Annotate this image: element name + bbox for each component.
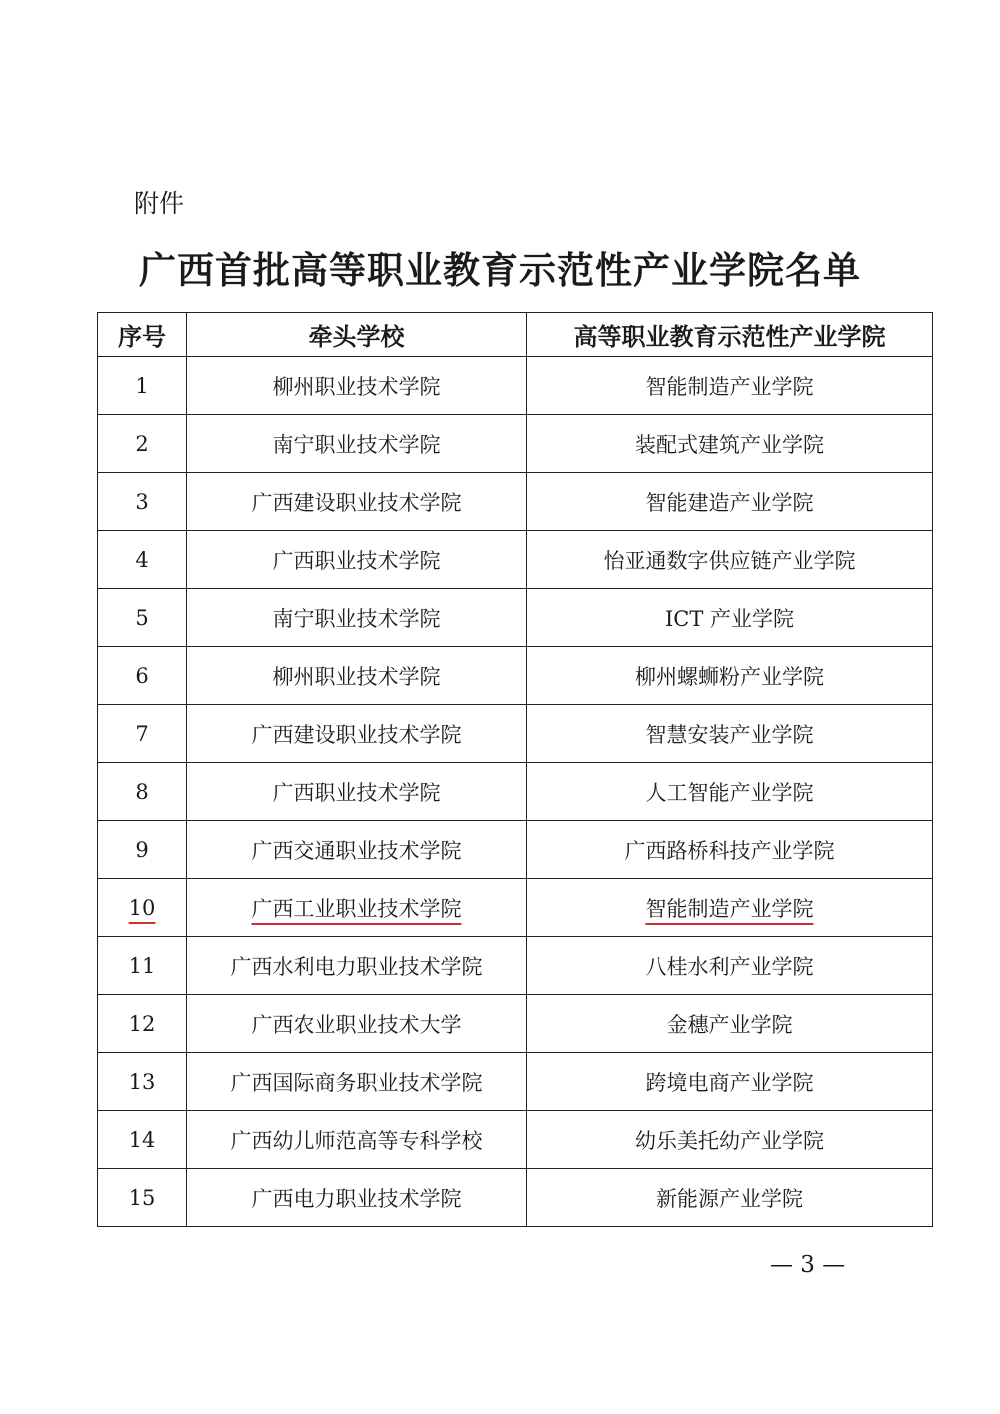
table-row [98,531,933,589]
cell-serial-number: 15 [98,1169,187,1227]
header-lead-school: 牵头学校 [187,313,527,357]
cell-lead-school: 广西水利电力职业技术学院 [187,937,527,995]
table-row [98,1169,933,1227]
cell-lead-school: 广西国际商务职业技术学院 [187,1053,527,1111]
table-row [98,879,933,937]
cell-serial-number: 4 [98,531,187,589]
table-row [98,589,933,647]
cell-industry-college [527,879,933,937]
cell-industry-college: 跨境电商产业学院 [527,1053,933,1111]
cell-lead-school [187,879,527,937]
underlined-lead-school: 广西工业职业技术学院 [251,896,462,921]
cell-industry-college: 柳州螺蛳粉产业学院 [527,647,933,705]
table-row [98,763,933,821]
cell-lead-school: 广西建设职业技术学院 [187,473,527,531]
cell-industry-college: 幼乐美托幼产业学院 [527,1111,933,1169]
cell-lead-school: 柳州职业技术学院 [187,357,527,415]
cell-serial-number: 11 [98,937,187,995]
cell-industry-college: 广西路桥科技产业学院 [527,821,933,879]
page-number: — 3 — [770,1252,846,1278]
cell-industry-college: 怡亚通数字供应链产业学院 [527,531,933,589]
cell-serial-number: 6 [98,647,187,705]
cell-industry-college: 新能源产业学院 [527,1169,933,1227]
cell-serial-number: 7 [98,705,187,763]
underlined-serial-number: 10 [128,895,156,920]
table-row [98,821,933,879]
table-header-row [98,313,933,357]
cell-serial-number: 1 [98,357,187,415]
cell-industry-college: 装配式建筑产业学院 [527,415,933,473]
cell-lead-school: 南宁职业技术学院 [187,589,527,647]
cell-lead-school: 广西交通职业技术学院 [187,821,527,879]
cell-serial-number: 8 [98,763,187,821]
cell-industry-college: 智能制造产业学院 [527,357,933,415]
table-row [98,1111,933,1169]
cell-industry-college: 智慧安装产业学院 [527,705,933,763]
cell-lead-school: 广西幼儿师范高等专科学校 [187,1111,527,1169]
attachment-label: 附件 [134,189,185,218]
table-row [98,937,933,995]
cell-serial-number: 12 [98,995,187,1053]
cell-serial-number [98,879,187,937]
table-row [98,705,933,763]
cell-serial-number: 13 [98,1053,187,1111]
college-list-table [97,312,933,1227]
header-serial-number: 序号 [98,313,187,357]
header-industry-college: 高等职业教育示范性产业学院 [527,313,933,357]
cell-lead-school: 广西职业技术学院 [187,763,527,821]
table-row [98,415,933,473]
document-title: 广西首批高等职业教育示范性产业学院名单 [139,248,861,292]
cell-lead-school: 广西建设职业技术学院 [187,705,527,763]
cell-industry-college: 人工智能产业学院 [527,763,933,821]
table-row [98,995,933,1053]
cell-serial-number: 9 [98,821,187,879]
cell-lead-school: 柳州职业技术学院 [187,647,527,705]
cell-lead-school: 广西农业职业技术大学 [187,995,527,1053]
cell-industry-college: 金穗产业学院 [527,995,933,1053]
cell-industry-college: 八桂水利产业学院 [527,937,933,995]
cell-serial-number: 14 [98,1111,187,1169]
table-row [98,647,933,705]
cell-serial-number: 5 [98,589,187,647]
table-row [98,357,933,415]
cell-serial-number: 3 [98,473,187,531]
cell-industry-college: ICT 产业学院 [527,589,933,647]
table-row [98,473,933,531]
underlined-industry-college: 智能制造产业学院 [645,896,814,921]
cell-lead-school: 广西电力职业技术学院 [187,1169,527,1227]
cell-lead-school: 南宁职业技术学院 [187,415,527,473]
cell-industry-college: 智能建造产业学院 [527,473,933,531]
cell-serial-number: 2 [98,415,187,473]
table-row [98,1053,933,1111]
cell-lead-school: 广西职业技术学院 [187,531,527,589]
